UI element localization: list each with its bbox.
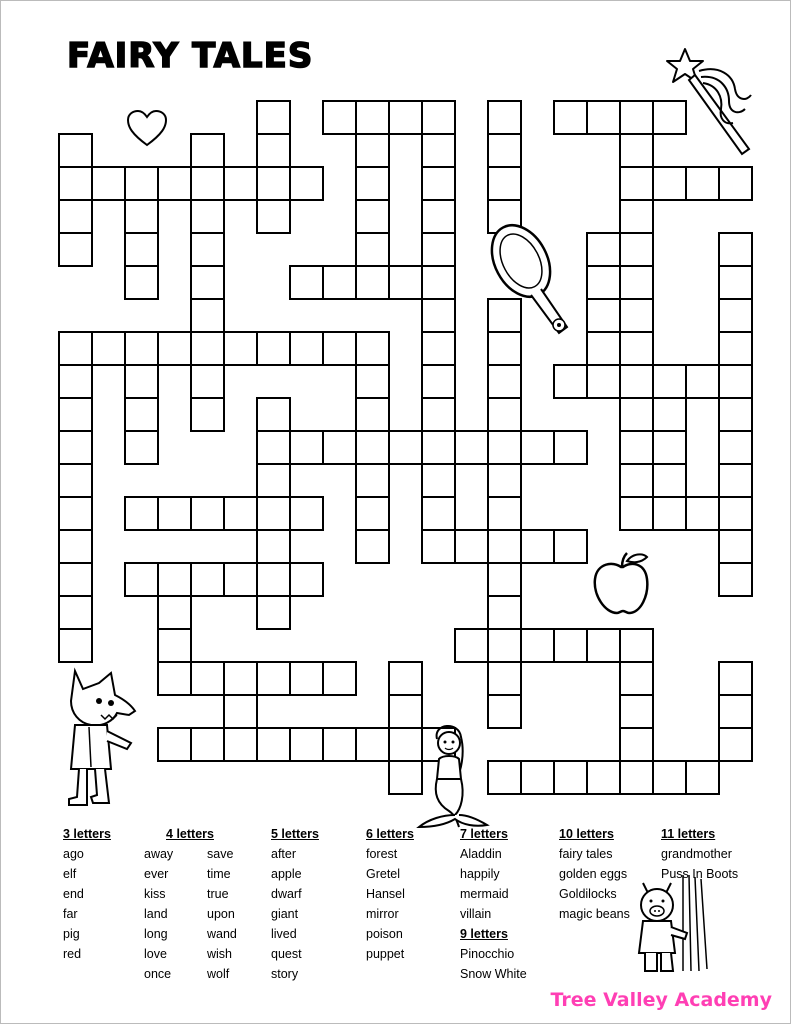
grid-cell[interactable] xyxy=(257,497,290,530)
grid-cell[interactable] xyxy=(620,134,653,167)
grid-cell[interactable] xyxy=(356,464,389,497)
grid-cell[interactable] xyxy=(620,728,653,761)
grid-cell[interactable] xyxy=(290,497,323,530)
grid-cell[interactable] xyxy=(125,266,158,299)
grid-cell[interactable] xyxy=(191,266,224,299)
heart-icon xyxy=(126,109,168,149)
word-list-item: lived xyxy=(271,927,297,941)
grid-cell[interactable] xyxy=(587,629,620,662)
grid-cell[interactable] xyxy=(587,365,620,398)
grid-cell[interactable] xyxy=(719,464,752,497)
grid-cell[interactable] xyxy=(422,398,455,431)
grid-cell[interactable] xyxy=(554,761,587,794)
grid-cell[interactable] xyxy=(488,134,521,167)
word-list-item: Gretel xyxy=(366,867,401,881)
grid-cell[interactable] xyxy=(92,332,125,365)
grid-cell[interactable] xyxy=(389,662,422,695)
grid-cell[interactable] xyxy=(719,695,752,728)
grid-cell[interactable] xyxy=(191,365,224,398)
grid-cell[interactable] xyxy=(653,167,686,200)
grid-cell[interactable] xyxy=(587,101,620,134)
grid-cell[interactable] xyxy=(620,431,653,464)
wolf-icon xyxy=(61,665,139,813)
word-list-item: Aladdin xyxy=(460,847,502,861)
grid-cell[interactable] xyxy=(290,563,323,596)
grid-cell[interactable] xyxy=(719,497,752,530)
grid-cell[interactable] xyxy=(488,398,521,431)
word-list-item: kiss xyxy=(144,887,166,901)
word-list-item: elf xyxy=(63,867,77,881)
grid-cell[interactable] xyxy=(125,398,158,431)
grid-cell[interactable] xyxy=(224,728,257,761)
word-list-item: Puss In Boots xyxy=(661,867,739,881)
grid-cell[interactable] xyxy=(719,332,752,365)
grid-cell[interactable] xyxy=(224,332,257,365)
word-list-item: upon xyxy=(207,907,235,921)
grid-cell[interactable] xyxy=(620,398,653,431)
grid-cell[interactable] xyxy=(620,266,653,299)
word-list-heading: 9 letters xyxy=(460,927,508,941)
word-list-6-letters xyxy=(366,824,414,964)
grid-cell[interactable] xyxy=(719,662,752,695)
grid-cell[interactable] xyxy=(191,662,224,695)
mermaid-icon xyxy=(415,719,495,831)
grid-cell[interactable] xyxy=(620,497,653,530)
grid-cell[interactable] xyxy=(191,332,224,365)
word-list-heading: 11 letters xyxy=(661,827,716,841)
grid-cell[interactable] xyxy=(422,167,455,200)
hand-mirror-icon xyxy=(487,217,579,347)
word-list-item: wand xyxy=(207,927,237,941)
grid-cell[interactable] xyxy=(620,233,653,266)
word-list-item: far xyxy=(63,907,78,921)
grid-cell[interactable] xyxy=(191,398,224,431)
word-list-item: forest xyxy=(366,847,398,861)
grid-cell[interactable] xyxy=(257,332,290,365)
grid-cell[interactable] xyxy=(422,101,455,134)
grid-cell[interactable] xyxy=(323,728,356,761)
grid-cell[interactable] xyxy=(653,464,686,497)
word-list-item: after xyxy=(271,847,297,861)
grid-cell[interactable] xyxy=(719,266,752,299)
grid-cell[interactable] xyxy=(488,167,521,200)
word-list-10-letters xyxy=(559,824,630,924)
word-list-item: poison xyxy=(366,927,403,941)
grid-cell[interactable] xyxy=(158,728,191,761)
grid-cell[interactable] xyxy=(620,299,653,332)
grid-cell[interactable] xyxy=(521,431,554,464)
word-list-item: love xyxy=(144,947,167,961)
grid-cell[interactable] xyxy=(653,398,686,431)
magic-wand-icon xyxy=(663,45,759,157)
grid-cell[interactable] xyxy=(488,101,521,134)
grid-cell[interactable] xyxy=(257,431,290,464)
word-list-heading: 3 letters xyxy=(63,827,111,841)
grid-cell[interactable] xyxy=(686,365,719,398)
word-list-5-letters xyxy=(271,824,319,984)
word-list-item: land xyxy=(144,907,168,921)
brand-logo-text: Tree Valley Academy xyxy=(550,989,772,1011)
grid-cell[interactable] xyxy=(158,629,191,662)
grid-cell[interactable] xyxy=(158,662,191,695)
grid-cell[interactable] xyxy=(455,530,488,563)
grid-cell[interactable] xyxy=(422,233,455,266)
grid-cell[interactable] xyxy=(125,563,158,596)
grid-cell[interactable] xyxy=(422,200,455,233)
grid-cell[interactable] xyxy=(125,200,158,233)
grid-cell[interactable] xyxy=(686,761,719,794)
grid-cell[interactable] xyxy=(257,167,290,200)
word-list-item: story xyxy=(271,967,299,981)
grid-cell[interactable] xyxy=(719,365,752,398)
grid-cell[interactable] xyxy=(422,299,455,332)
grid-cell[interactable] xyxy=(554,431,587,464)
grid-cell[interactable] xyxy=(191,563,224,596)
grid-cell[interactable] xyxy=(59,233,92,266)
grid-cell[interactable] xyxy=(719,431,752,464)
word-list-3-letters xyxy=(63,824,111,964)
grid-cell[interactable] xyxy=(356,332,389,365)
grid-cell[interactable] xyxy=(719,728,752,761)
apple-icon xyxy=(591,551,653,617)
grid-cell[interactable] xyxy=(356,497,389,530)
grid-cell[interactable] xyxy=(224,662,257,695)
grid-cell[interactable] xyxy=(224,563,257,596)
grid-cell[interactable] xyxy=(323,101,356,134)
grid-cell[interactable] xyxy=(224,497,257,530)
grid-cell[interactable] xyxy=(488,464,521,497)
grid-cell[interactable] xyxy=(719,398,752,431)
grid-cell[interactable] xyxy=(488,629,521,662)
grid-cell[interactable] xyxy=(158,563,191,596)
grid-cell[interactable] xyxy=(257,563,290,596)
grid-cell[interactable] xyxy=(488,530,521,563)
grid-cell[interactable] xyxy=(587,299,620,332)
word-list-heading: 4 letters xyxy=(166,827,214,841)
grid-cell[interactable] xyxy=(290,431,323,464)
grid-cell[interactable] xyxy=(521,629,554,662)
word-list-heading: 5 letters xyxy=(271,827,319,841)
grid-cell[interactable] xyxy=(125,332,158,365)
grid-cell[interactable] xyxy=(488,563,521,596)
page-title: FAIRY TALES xyxy=(67,36,314,76)
grid-cell[interactable] xyxy=(59,596,92,629)
grid-cell[interactable] xyxy=(257,464,290,497)
grid-cell[interactable] xyxy=(191,233,224,266)
grid-cell[interactable] xyxy=(224,695,257,728)
grid-cell[interactable] xyxy=(488,662,521,695)
word-list-4-letters-col-b xyxy=(207,844,237,984)
grid-cell[interactable] xyxy=(257,134,290,167)
grid-cell[interactable] xyxy=(719,233,752,266)
word-list-item: giant xyxy=(271,907,299,921)
grid-cell[interactable] xyxy=(191,728,224,761)
grid-cell[interactable] xyxy=(620,695,653,728)
grid-cell[interactable] xyxy=(455,629,488,662)
grid-cell[interactable] xyxy=(59,497,92,530)
word-list-item: dwarf xyxy=(271,887,302,901)
grid-cell[interactable] xyxy=(59,167,92,200)
grid-cell[interactable] xyxy=(257,530,290,563)
grid-cell[interactable] xyxy=(257,200,290,233)
grid-cell[interactable] xyxy=(191,134,224,167)
grid-cell[interactable] xyxy=(59,200,92,233)
grid-cell[interactable] xyxy=(356,101,389,134)
grid-cell[interactable] xyxy=(389,266,422,299)
grid-cell[interactable] xyxy=(554,101,587,134)
word-list-item: wish xyxy=(207,947,233,961)
grid-cell[interactable] xyxy=(389,431,422,464)
grid-cell[interactable] xyxy=(59,629,92,662)
word-list-item: Pinocchio xyxy=(460,947,515,961)
grid-cell[interactable] xyxy=(356,200,389,233)
grid-cell[interactable] xyxy=(620,332,653,365)
grid-cell[interactable] xyxy=(554,365,587,398)
grid-cell[interactable] xyxy=(719,299,752,332)
grid-cell[interactable] xyxy=(191,497,224,530)
grid-cell[interactable] xyxy=(455,431,488,464)
grid-cell[interactable] xyxy=(191,200,224,233)
grid-cell[interactable] xyxy=(356,134,389,167)
word-list-item: ever xyxy=(144,867,169,881)
grid-cell[interactable] xyxy=(158,596,191,629)
grid-cell[interactable] xyxy=(620,167,653,200)
pig-icon xyxy=(631,873,713,977)
grid-cell[interactable] xyxy=(59,530,92,563)
grid-cell[interactable] xyxy=(488,365,521,398)
grid-cell[interactable] xyxy=(389,101,422,134)
grid-cell[interactable] xyxy=(719,563,752,596)
word-list-heading: 7 letters xyxy=(460,827,508,841)
word-list-4-letters xyxy=(144,824,236,844)
grid-cell[interactable] xyxy=(422,497,455,530)
word-list-item: golden eggs xyxy=(559,867,628,881)
grid-cell[interactable] xyxy=(59,563,92,596)
grid-cell[interactable] xyxy=(323,662,356,695)
word-list-item: quest xyxy=(271,947,302,961)
grid-cell[interactable] xyxy=(653,497,686,530)
grid-cell[interactable] xyxy=(488,431,521,464)
grid-cell[interactable] xyxy=(125,365,158,398)
grid-cell[interactable] xyxy=(59,332,92,365)
grid-cell[interactable] xyxy=(653,365,686,398)
grid-cell[interactable] xyxy=(257,398,290,431)
word-list-7-and-9-letters xyxy=(460,824,527,984)
grid-cell[interactable] xyxy=(290,266,323,299)
grid-cell[interactable] xyxy=(356,728,389,761)
grid-cell[interactable] xyxy=(323,332,356,365)
grid-cell[interactable] xyxy=(59,431,92,464)
grid-cell[interactable] xyxy=(224,167,257,200)
word-list-item: end xyxy=(63,887,84,901)
grid-cell[interactable] xyxy=(92,167,125,200)
grid-cell[interactable] xyxy=(125,167,158,200)
word-list-item: grandmother xyxy=(661,847,732,861)
grid-cell[interactable] xyxy=(587,233,620,266)
grid-cell[interactable] xyxy=(620,629,653,662)
grid-cell[interactable] xyxy=(59,398,92,431)
grid-cell[interactable] xyxy=(488,596,521,629)
word-list-item: happily xyxy=(460,867,500,881)
grid-cell[interactable] xyxy=(158,332,191,365)
grid-cell[interactable] xyxy=(323,431,356,464)
grid-cell[interactable] xyxy=(257,728,290,761)
word-list-item: long xyxy=(144,927,168,941)
grid-cell[interactable] xyxy=(587,761,620,794)
grid-cell[interactable] xyxy=(290,167,323,200)
grid-cell[interactable] xyxy=(125,233,158,266)
word-list-item: save xyxy=(207,847,234,861)
grid-cell[interactable] xyxy=(422,134,455,167)
grid-cell[interactable] xyxy=(356,167,389,200)
grid-cell[interactable] xyxy=(719,167,752,200)
grid-cell[interactable] xyxy=(323,266,356,299)
word-list-item: Hansel xyxy=(366,887,405,901)
grid-cell[interactable] xyxy=(290,332,323,365)
grid-cell[interactable] xyxy=(422,530,455,563)
grid-cell[interactable] xyxy=(356,233,389,266)
word-list-item: puppet xyxy=(366,947,405,961)
word-list-4-letters-col-a xyxy=(144,844,173,984)
grid-cell[interactable] xyxy=(422,332,455,365)
grid-cell[interactable] xyxy=(59,365,92,398)
word-list-item: ago xyxy=(63,847,84,861)
word-list-item: true xyxy=(207,887,229,901)
grid-cell[interactable] xyxy=(356,530,389,563)
grid-cell[interactable] xyxy=(587,332,620,365)
grid-cell[interactable] xyxy=(422,464,455,497)
grid-cell[interactable] xyxy=(686,167,719,200)
grid-cell[interactable] xyxy=(356,365,389,398)
word-list-item: away xyxy=(144,847,174,861)
word-list-heading: 10 letters xyxy=(559,827,614,841)
grid-cell[interactable] xyxy=(620,101,653,134)
word-list-item: apple xyxy=(271,867,302,881)
grid-cell[interactable] xyxy=(686,497,719,530)
grid-cell[interactable] xyxy=(488,497,521,530)
grid-cell[interactable] xyxy=(620,365,653,398)
grid-cell[interactable] xyxy=(257,662,290,695)
grid-cell[interactable] xyxy=(620,662,653,695)
word-list-item: fairy tales xyxy=(559,847,613,861)
grid-cell[interactable] xyxy=(125,497,158,530)
grid-cell[interactable] xyxy=(719,530,752,563)
grid-cell[interactable] xyxy=(191,167,224,200)
word-list-item: pig xyxy=(63,927,80,941)
grid-cell[interactable] xyxy=(620,761,653,794)
word-list-item: once xyxy=(144,967,172,981)
word-list-item: red xyxy=(63,947,82,961)
grid-cell[interactable] xyxy=(587,266,620,299)
grid-cell[interactable] xyxy=(290,662,323,695)
grid-cell[interactable] xyxy=(356,431,389,464)
grid-cell[interactable] xyxy=(653,431,686,464)
grid-cell[interactable] xyxy=(554,530,587,563)
grid-cell[interactable] xyxy=(356,398,389,431)
word-list-item: Goldilocks xyxy=(559,887,617,901)
grid-cell[interactable] xyxy=(59,134,92,167)
word-list-item: villain xyxy=(460,907,492,921)
word-list-item: Snow White xyxy=(460,967,527,981)
word-list-item: magic beans xyxy=(559,907,630,921)
grid-cell[interactable] xyxy=(290,728,323,761)
grid-cell[interactable] xyxy=(59,464,92,497)
word-list-item: time xyxy=(207,867,231,881)
grid-cell[interactable] xyxy=(521,530,554,563)
grid-cell[interactable] xyxy=(191,299,224,332)
grid-cell[interactable] xyxy=(356,266,389,299)
word-list-item: mermaid xyxy=(460,887,509,901)
grid-cell[interactable] xyxy=(422,266,455,299)
word-list-11-letters xyxy=(661,824,738,884)
grid-cell[interactable] xyxy=(422,365,455,398)
grid-cell[interactable] xyxy=(521,761,554,794)
grid-cell[interactable] xyxy=(554,629,587,662)
grid-cell[interactable] xyxy=(653,761,686,794)
grid-cell[interactable] xyxy=(257,101,290,134)
grid-cell[interactable] xyxy=(620,200,653,233)
grid-cell[interactable] xyxy=(620,464,653,497)
grid-cell[interactable] xyxy=(158,167,191,200)
grid-cell[interactable] xyxy=(125,431,158,464)
grid-cell[interactable] xyxy=(422,431,455,464)
grid-cell[interactable] xyxy=(257,596,290,629)
grid-cell[interactable] xyxy=(158,497,191,530)
word-list-heading: 6 letters xyxy=(366,827,414,841)
word-list-item: mirror xyxy=(366,907,399,921)
word-list-item: wolf xyxy=(207,967,230,981)
